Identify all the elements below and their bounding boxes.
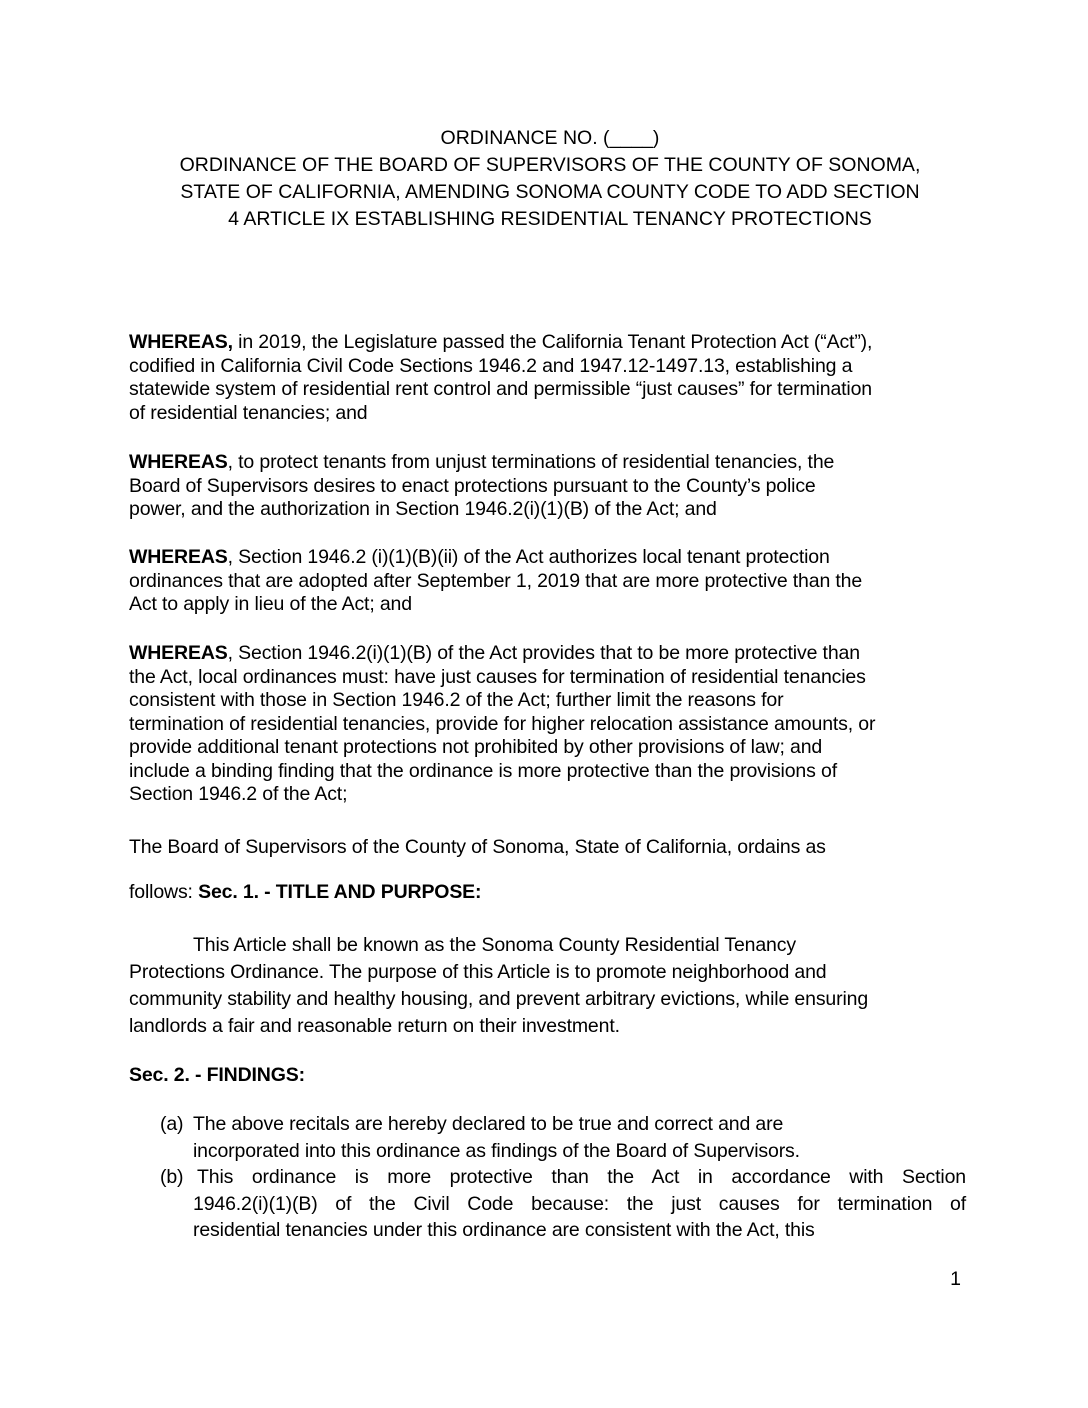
recital-line: ordinances that are adopted after September 1, 2019 that are more protective than the <box>129 569 863 592</box>
finding-line: 1946.2(i)(1)(B) of the Civil Code because: the just causes for termination of <box>193 1192 966 1215</box>
finding-item <box>160 1111 966 1164</box>
section-1-line: landlords a fair and reasonable return on their investment. <box>129 1015 620 1037</box>
findings-list <box>160 1111 966 1244</box>
recital-line: provide additional tenant protections not prohibited by other provisions of law; and <box>129 736 823 758</box>
enacting-follows: follows: <box>129 881 199 903</box>
whereas-label: WHEREAS <box>129 642 228 664</box>
recital-line: include a binding finding that the ordinance is more protective than the provisions of <box>129 759 837 782</box>
finding-item <box>160 1164 966 1244</box>
page-number: 1 <box>950 1268 961 1290</box>
section-1-line: This Article shall be known as the Sonoma County Residential Tenancy <box>193 934 796 956</box>
section-1-line: Protections Ordinance. The purpose of this Article is to promote neighborhood and <box>129 961 827 983</box>
recital-line: Board of Supervisors desires to enact protections pursuant to the County’s police <box>129 474 816 497</box>
section-2-heading: Sec. 2. - FINDINGS: <box>129 1064 305 1086</box>
recital-paragraph <box>129 546 969 617</box>
ordinance-title-line: ORDINANCE OF THE BOARD OF SUPERVISORS OF THE COUNTY OF SONOMA, <box>179 154 921 176</box>
document-title-block <box>130 125 970 233</box>
recital-line: of residential tenancies; and <box>129 401 368 424</box>
enacting-line: The Board of Supervisors of the County of Sonoma, State of California, ordains as <box>129 836 826 858</box>
section-1-body <box>129 932 969 1040</box>
recital-line: statewide system of residential rent control and permissible “just causes” for termination <box>129 378 872 400</box>
finding-line: This ordinance is more protective than the Act in accordance with Section <box>197 1166 966 1188</box>
whereas-label: WHEREAS <box>129 451 228 473</box>
finding-marker: (a) <box>160 1113 184 1135</box>
section-1-line: community stability and healthy housing, and prevent arbitrary evictions, while ensuring <box>129 988 869 1010</box>
finding-line: The above recitals are hereby declared to be true and correct and are <box>193 1113 784 1135</box>
recital-paragraph <box>129 451 969 522</box>
recital-paragraph <box>129 642 969 807</box>
recital-line: codified in California Civil Code Sections 1946.2 and 1947.12-1497.13, establishing a <box>129 354 853 377</box>
recital-line: termination of residential tenancies, provide for higher relocation assistance amounts, or <box>129 712 876 735</box>
section-2-heading-block <box>129 1064 969 1088</box>
recital-line: Section 1946.2 of the Act; <box>129 783 348 805</box>
enacting-clause <box>129 836 969 860</box>
enacting-clause-continued <box>129 881 969 905</box>
recital-line: the Act, local ordinances must: have just causes for termination of residential tenancies <box>129 665 866 688</box>
recital-line: Act to apply in lieu of the Act; and <box>129 593 412 615</box>
section-1-heading: Sec. 1. - TITLE AND PURPOSE: <box>198 881 482 903</box>
recital-text: in 2019, the Legislature passed the California Tenant Protection Act (“Act”), <box>232 331 873 353</box>
recital-text: , Section 1946.2(i)(1)(B) of the Act provides that to be more protective than <box>227 642 860 664</box>
ordinance-title-line: STATE OF CALIFORNIA, AMENDING SONOMA COUNTY CODE TO ADD SECTION <box>180 181 920 203</box>
recital-text: , to protect tenants from unjust terminations of residential tenancies, the <box>227 451 835 473</box>
ordinance-title-line: 4 ARTICLE IX ESTABLISHING RESIDENTIAL TENANCY PROTECTIONS <box>228 208 872 230</box>
ordinance-number: ORDINANCE NO. (____) <box>440 127 660 149</box>
recital-paragraph <box>129 331 969 425</box>
whereas-label: WHEREAS <box>129 546 228 568</box>
finding-marker: (b) <box>160 1166 184 1188</box>
recital-line: power, and the authorization in Section 1946.2(i)(1)(B) of the Act; and <box>129 498 717 520</box>
finding-line: residential tenancies under this ordinance are consistent with the Act, this <box>193 1219 815 1241</box>
finding-line: incorporated into this ordinance as findings of the Board of Supervisors. <box>193 1139 800 1162</box>
whereas-label: WHEREAS, <box>129 331 233 353</box>
recital-line: consistent with those in Section 1946.2 of the Act; further limit the reasons for <box>129 689 784 711</box>
recital-text: , Section 1946.2 (i)(1)(B)(ii) of the Act authorizes local tenant protection <box>227 546 830 568</box>
